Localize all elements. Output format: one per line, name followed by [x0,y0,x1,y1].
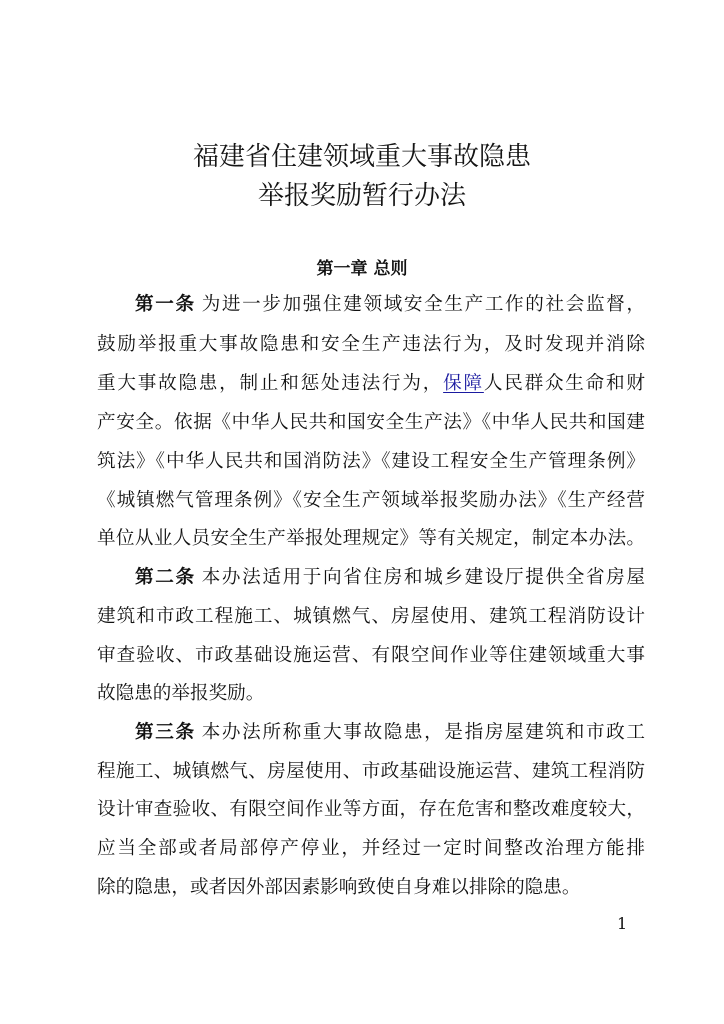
article-2-label: 第二条 [135,567,196,588]
article-2-line-1 [135,565,645,591]
article-1-line-1 [135,292,645,318]
chapter-heading: 第一章 总则 [316,259,408,279]
article-1-line-7: 单位从业人员安全生产举报处理规定》等有关规定，制定本办法。 [97,528,645,549]
article-3-line-2: 程施工、城镇燃气、房屋使用、市政基础设施运营、建筑工程消防 [97,761,645,782]
article-1-label: 第一条 [135,294,196,315]
article-2-line-2: 建筑和市政工程施工、城镇燃气、房屋使用、建筑工程消防设计 [97,606,645,627]
protect-link[interactable]: 保障 [443,373,484,394]
article-2-text-1: 本办法适用于向省住房和城乡建设厅提供全省房屋 [201,567,645,588]
article-1-line-3 [97,371,645,397]
article-1-line-6: 《城镇燃气管理条例》《安全生产领域举报奖励办法》《生产经营 [97,490,645,511]
document-title-line-2: 举报奖励暂行办法 [257,181,466,211]
page-number: 1 [617,914,628,933]
article-1-text-3a: 重大事故隐患，制止和惩处违法行为， [97,373,444,394]
article-2-line-3: 审查验收、市政基础设施运营、有限空间作业等住建领域重大事 [97,645,645,666]
article-3-line-4: 应当全部或者局部停产停业，并经过一定时间整改治理方能排 [97,838,645,859]
article-3-label: 第三条 [135,722,196,743]
article-1-line-4: 产安全。依据《中华人民共和国安全生产法》《中华人民共和国建 [97,412,645,433]
article-3-line-5: 除的隐患，或者因外部因素影响致使自身难以排除的隐患。 [97,877,581,898]
article-2-line-4: 故隐患的举报奖励。 [97,683,265,704]
article-1-line-5: 筑法》《中华人民共和国消防法》《建设工程安全生产管理条例》 [97,451,645,472]
article-1-line-2: 鼓励举报重大事故隐患和安全生产违法行为，及时发现并消除 [97,334,645,355]
article-1-text-1: 为进一步加强住建领域安全生产工作的社会监督， [201,294,645,315]
article-3-text-1: 本办法所称重大事故隐患，是指房屋建筑和市政工 [201,722,645,743]
article-3-line-1 [135,720,645,746]
document-title-line-1: 福建省住建领域重大事故隐患 [192,142,531,172]
article-1-text-3b: 人民群众生命和财 [483,373,645,394]
article-3-line-3: 设计审查验收、有限空间作业等方面，存在危害和整改难度较大， [97,799,645,820]
